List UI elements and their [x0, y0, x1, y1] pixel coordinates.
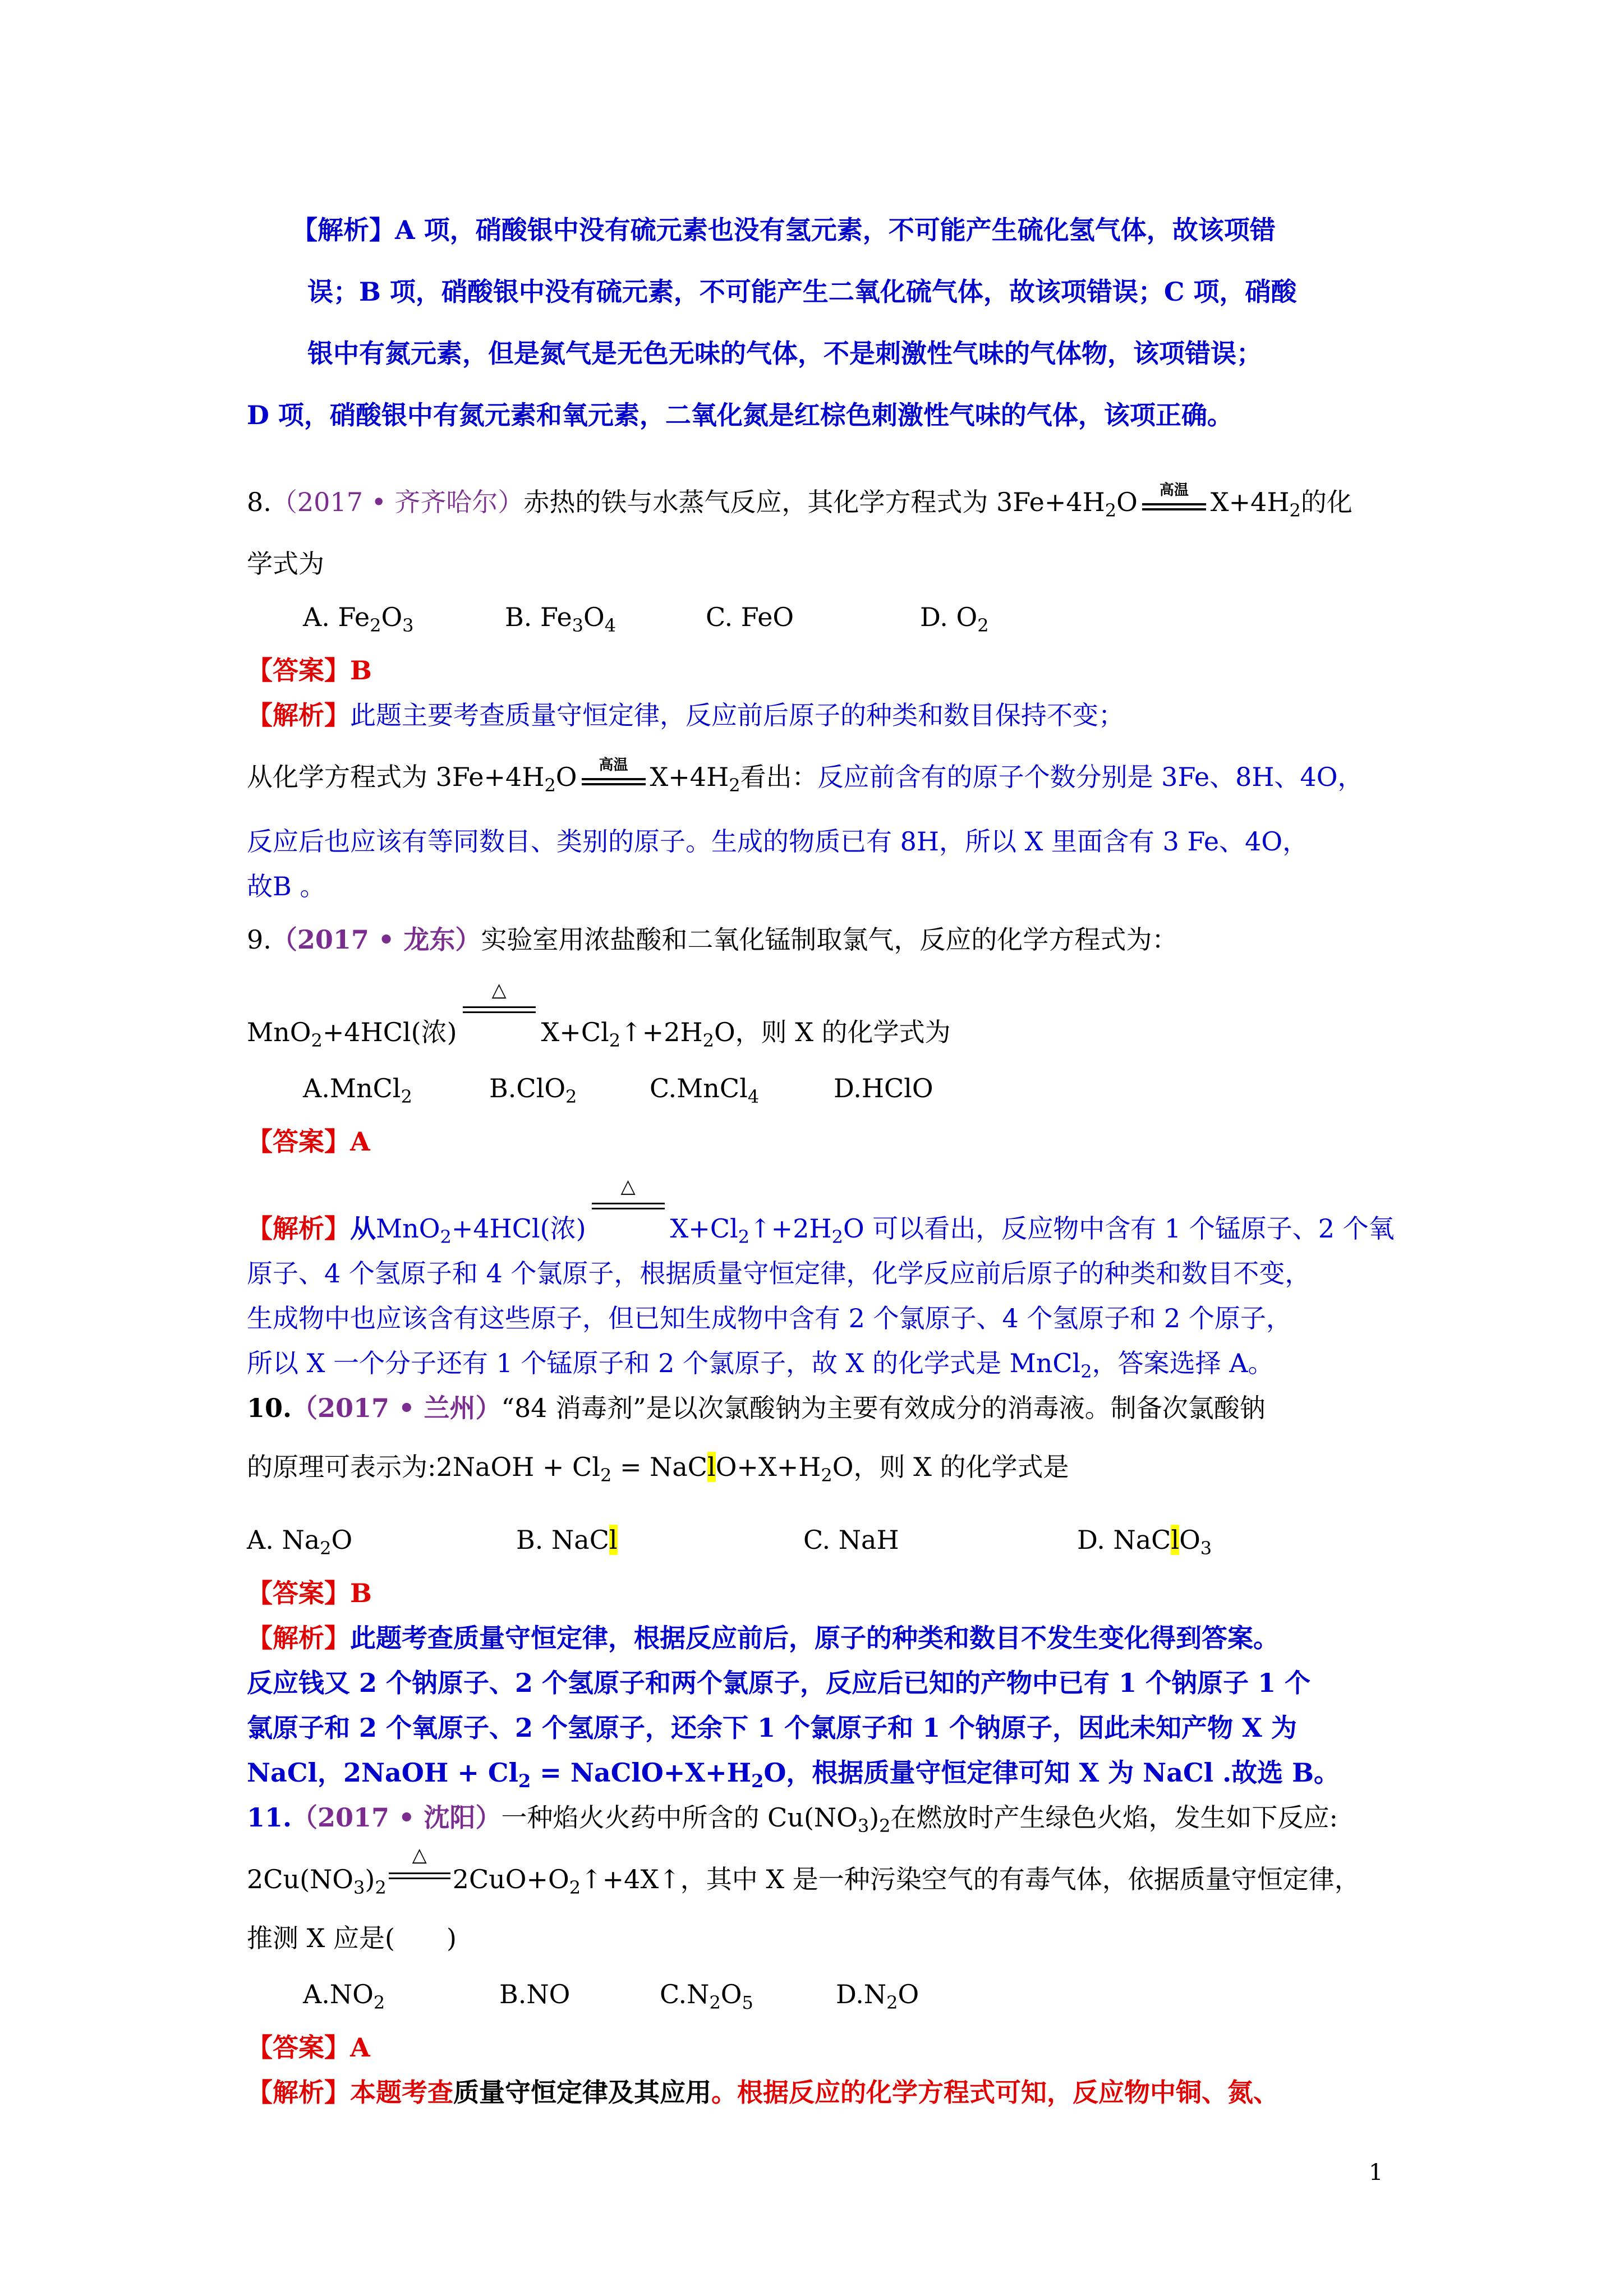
q9-option-a: A.MnCl$_2$: [303, 1073, 412, 1107]
q9-analysis-line2: 原子、4 个氢原子和 4 个氯原子，根据质量守恒定律，化学反应前后原子的种类和数目不变，: [247, 1258, 1311, 1289]
q10-answer: 【答案】B: [247, 1578, 372, 1608]
reaction-condition-heat: △: [389, 1862, 450, 1896]
q8-option-a: A. $Fe_2O_3$: [303, 602, 414, 636]
reaction-condition-heat: △: [463, 1015, 536, 1049]
question-number: 10.: [247, 1393, 292, 1423]
q8-option-d: D. $O_2$: [920, 602, 989, 636]
q8-option-b: B. $Fe_3O_4$: [505, 602, 617, 636]
q11-option-c: $C.N_2O_5$: [660, 1979, 753, 2013]
q11-analysis-line1: 【解析】本题考查质量守恒定律及其应用。根据反应的化学方程式可知，反应物中铜、氮、: [247, 2077, 1279, 2108]
q10-analysis-line2: 反应钱又 2 个钠原子、2 个氢原子和两个氯原子，反应后已知的产物中已有 1 个钠原子 1 个: [247, 1668, 1311, 1698]
question-number: 9.: [247, 924, 272, 955]
question-number: 8.: [247, 487, 272, 517]
reaction-condition-high-temp: 高温: [1141, 485, 1207, 519]
question-source: （2017 • 龙东）: [271, 924, 481, 955]
page-number: 1: [1369, 2160, 1383, 2185]
q11-option-d: $D.N_2O$: [836, 1979, 919, 2013]
reaction-condition-heat: △: [592, 1212, 665, 1245]
q9-option-d: D.HClO: [834, 1073, 933, 1103]
q8-stem-line1: 8.（2017 • 齐齐哈尔）赤热的铁与水蒸气反应，其化学方程式为 $3Fe+4H_2O$ 高温 $X+4H_2$的化: [247, 482, 1352, 521]
q9-option-b: B.ClO$_2$: [489, 1073, 577, 1107]
q10-option-b: B. NaCl: [516, 1525, 618, 1555]
q11-equation: $2Cu(NO_3)_2$ △ $2CuO+O_2↑+4X↑$，其中 X 是一种污染空气的有毒气体，依据质量守恒定律，: [247, 1844, 1360, 1898]
q8-answer: 【答案】B: [247, 655, 372, 685]
q8-stem-line2: 学式为: [247, 549, 324, 579]
question-source: （2017 • 齐齐哈尔）: [271, 487, 524, 517]
q9-analysis-line4: 所以 X 一个分子还有 1 个锰原子和 2 个氯原子，故 X 的化学式是 MnCl$_2$，答案选择 A。: [247, 1348, 1274, 1382]
question-source: （2017 • 兰州）: [292, 1393, 502, 1423]
q11-answer: 【答案】A: [247, 2032, 370, 2063]
q8-analysis-line4: 故B 。: [247, 871, 326, 901]
q8-analysis-line3: 反应后也应该有等同数目、类别的原子。生成的物质已有 8H，所以 X 里面含有 3 Fe、4O，: [247, 826, 1309, 857]
q10-analysis-line3: 氯原子和 2 个氧原子、2 个氢原子，还余下 1 个氯原子和 1 个钠原子，因此未知产物 X 为: [247, 1713, 1297, 1743]
q10-option-a: A. $Na_2O$: [247, 1525, 353, 1559]
q7-analysis-line1: 【解析】A 项，硝酸银中没有硫元素也没有氢元素，不可能产生硫化氢气体，故该项错: [292, 215, 1276, 245]
q11-stem-line1: 11.（2017 • 沈阳）一种焰火火药中所含的 $Cu(NO_3)_2$在燃放时产生绿色火焰，发生如下反应:: [247, 1802, 1338, 1837]
reaction-condition-high-temp: 高温: [581, 760, 647, 794]
q11-stem-line3: 推测 X 应是( ): [247, 1923, 457, 1953]
question-number: 11.: [247, 1802, 292, 1833]
q7-analysis-line4: D 项，硝酸银中有氮元素和氧元素，二氧化氮是红棕色刺激性气味的气体，该项正确。: [247, 400, 1233, 430]
q10-option-d: D. NaClO$_3$: [1077, 1525, 1212, 1559]
question-source: （2017 • 沈阳）: [292, 1802, 502, 1833]
q9-equation: MnO$_2$+4HCl(浓) △ $X+Cl_2↑+2H_2O$，则 X 的化学式为: [247, 979, 951, 1051]
q10-stem-line1: 10.（2017 • 兰州）“84 消毒剂”是以次氯酸钠为主要有效成分的消毒液。制备次氯酸钠: [247, 1393, 1266, 1423]
q10-analysis-line1: 【解析】此题考查质量守恒定律，根据反应前后，原子的种类和数目不发生变化得到答案。: [247, 1623, 1279, 1653]
q8-analysis-line1: 【解析】此题主要考查质量守恒定律，反应前后原子的种类和数目保持不变；: [247, 700, 1124, 730]
q9-analysis-line1: 【解析】从MnO$_2$+4HCl(浓) △ $X+Cl_2↑+2H_2O$ 可以看出，反应物中含有 1 个锰原子、2 个氧: [247, 1175, 1395, 1248]
q9-stem-line1: 9.（2017 • 龙东）实验室用浓盐酸和二氧化锰制取氯气，反应的化学方程式为：: [247, 924, 1178, 955]
q8-option-c: C. FeO: [706, 602, 794, 632]
q9-analysis-line3: 生成物中也应该含有这些原子，但已知生成物中含有 2 个氯原子、4 个氢原子和 2 个原子，: [247, 1303, 1292, 1333]
q10-stem-line2: 的原理可表示为:2NaOH + $Cl_2$ = $NaClO+X+H_2O$，则 X 的化学式是: [247, 1452, 1069, 1486]
q11-option-a: $A.NO_2$: [303, 1979, 385, 2013]
q8-analysis-line2: 从化学方程式为 $3Fe+4H_2O$ 高温 $X+4H_2$看出：反应前含有的原子个数分别是 3Fe、8H、4O，: [247, 757, 1364, 796]
q9-answer: 【答案】A: [247, 1126, 370, 1157]
q7-analysis-line3: 银中有氮元素，但是氮气是无色无味的气体，不是刺激性气味的气体物，该项错误；: [307, 338, 1262, 369]
q9-option-c: C.MnCl$_4$: [650, 1073, 760, 1107]
q10-analysis-line4: NaCl，2NaOH + $Cl_2$ = $NaClO+X+H_2O$，根据质量守恒定律可知 X 为 NaCl .故选 B。: [247, 1757, 1340, 1792]
q7-analysis-line2: 误；B 项，硝酸银中没有硫元素，不可能产生二氧化硫气体，故该项错误；C 项，硝酸: [307, 277, 1297, 307]
q10-option-c: C. NaH: [803, 1525, 899, 1555]
q11-option-b: B.NO: [499, 1979, 571, 2009]
